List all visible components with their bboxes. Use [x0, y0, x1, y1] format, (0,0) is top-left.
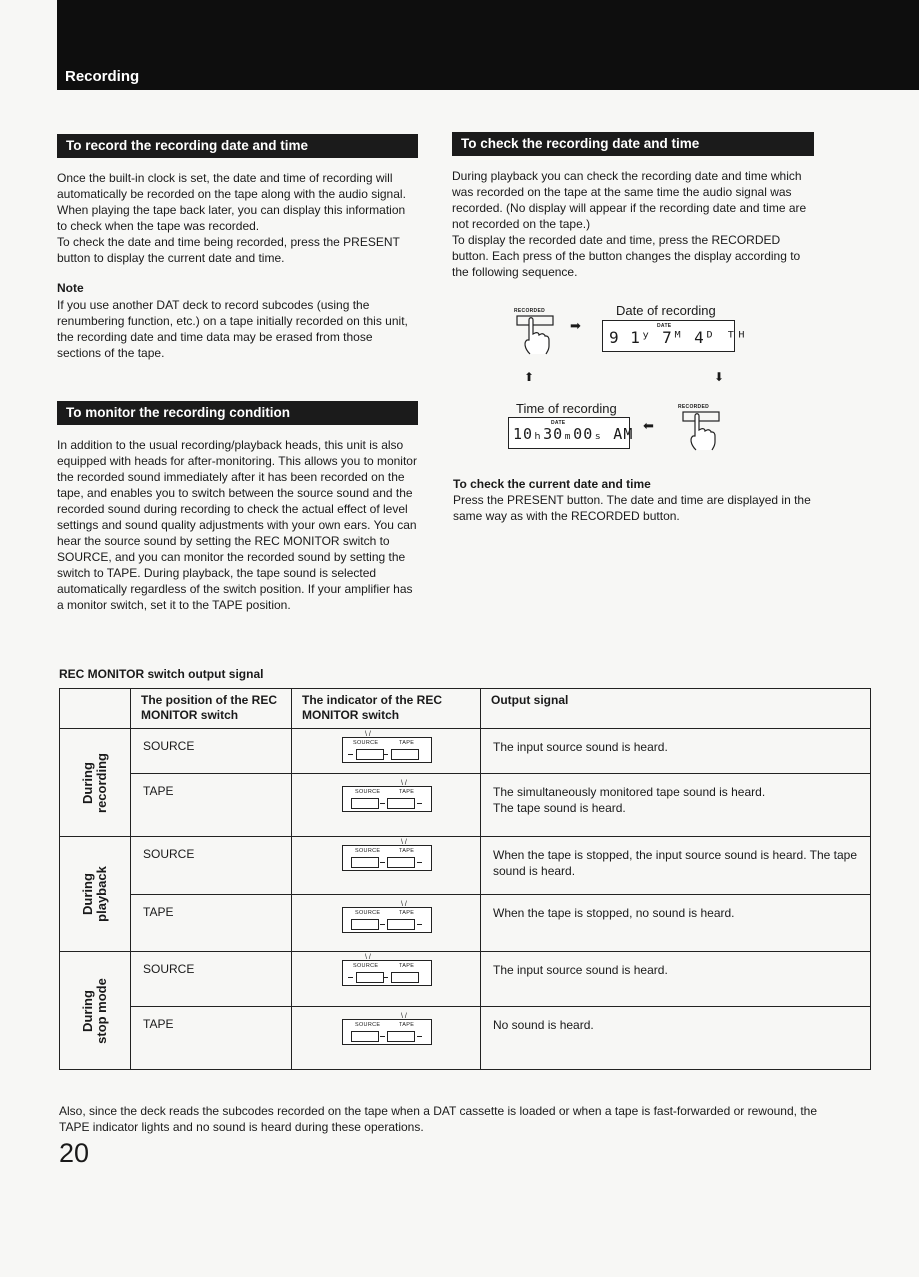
indicator-tape-label: TAPE — [399, 1022, 415, 1028]
table-caption: REC MONITOR switch output signal — [59, 667, 264, 681]
indicator-source-label: SOURCE — [355, 848, 381, 854]
dash-icon — [417, 924, 422, 925]
indicator-source-label: SOURCE — [353, 963, 379, 969]
table-header: The indicator of the REC MONITOR switch — [292, 689, 481, 729]
light-rays-icon: \ / — [401, 901, 407, 908]
arrow-up-icon: ⬆ — [524, 370, 535, 384]
note-heading: Note — [57, 281, 84, 295]
dash-icon — [380, 924, 385, 925]
table-row — [60, 1007, 871, 1070]
switch-position-cell: SOURCE — [131, 729, 292, 774]
table-header: The position of the REC MONITOR switch — [131, 689, 292, 729]
tape-segment-icon — [391, 972, 419, 983]
paragraph: In addition to the usual recording/playback heads, this unit is also equipped with heads for after-monitoring. This allows you to monitor the recorded sound immediately after it has been recorded on the tape, and enables you to switch between the source sound and the recorded sound during recording to check the actual effect of level settings and sound quality adjustments with your own ears. You can hear the source sound by setting the REC MONITOR switch to SOURCE, and you can monitor the recorded sound by setting the switch to TAPE. During playback, the tape sound is selected automatically regardless of the switch position. If your amplifier has a monitor switch, set it to the TAPE position. — [57, 438, 417, 612]
rec-monitor-indicator — [342, 1013, 432, 1045]
indicator-source-label: SOURCE — [353, 740, 379, 746]
section-current-date — [453, 476, 815, 524]
tape-segment-icon — [391, 749, 419, 760]
rec-monitor-indicator — [342, 954, 432, 986]
switch-position-cell: SOURCE — [131, 837, 292, 895]
indicator-cell — [292, 895, 481, 952]
tape-segment-icon — [356, 749, 384, 760]
dash-icon — [380, 803, 385, 804]
rec-monitor-indicator — [342, 901, 432, 933]
switch-position-cell: SOURCE — [131, 952, 292, 1007]
arrow-left-icon: ⬅ — [643, 418, 654, 433]
time-display — [508, 417, 634, 449]
table-row — [60, 729, 871, 774]
header-band — [57, 0, 919, 90]
dash-icon — [380, 862, 385, 863]
arrow-down-icon: ⬇ — [714, 370, 725, 384]
indicator-tape-label: TAPE — [399, 910, 415, 916]
tape-segment-icon — [351, 798, 379, 809]
light-rays-icon: \ / — [365, 731, 371, 738]
section-heading: To record the recording date and time — [57, 134, 418, 158]
indicator-tape-label: TAPE — [399, 789, 415, 795]
output-signal-cell: No sound is heard. — [481, 1007, 871, 1070]
group-label: During playback — [80, 866, 109, 922]
indicator-source-label: SOURCE — [355, 910, 381, 916]
indicator-cell — [292, 952, 481, 1007]
footer-text: Also, since the deck reads the subcodes recorded on the tape when a DAT cassette is loaded or when a tape is fast-forwarded or rewound, the TAPE indicator lights and no sound is heard during these operations. — [59, 1104, 817, 1134]
dash-icon — [348, 977, 353, 978]
switch-position-cell: TAPE — [131, 774, 292, 837]
dash-icon — [417, 803, 422, 804]
rec-monitor-indicator — [342, 731, 432, 763]
output-signal-table — [59, 688, 871, 1070]
group-label-cell — [60, 952, 131, 1070]
indicator-source-label: SOURCE — [355, 789, 381, 795]
date-tag: DATE — [657, 323, 672, 329]
output-signal-cell: The input source sound is heard. — [481, 952, 871, 1007]
tape-segment-icon — [351, 919, 379, 930]
subheading: To check the current date and time — [453, 477, 651, 491]
output-signal-cell: The simultaneously monitored tape sound is heard. The tape sound is heard. — [481, 774, 871, 837]
light-rays-icon: \ / — [401, 780, 407, 787]
indicator-tape-label: TAPE — [399, 963, 415, 969]
indicator-tape-label: TAPE — [399, 848, 415, 854]
rec-monitor-indicator — [342, 839, 432, 871]
section-heading: To monitor the recording condition — [57, 401, 418, 425]
indicator-tape-label: TAPE — [399, 740, 415, 746]
tape-segment-icon — [356, 972, 384, 983]
light-rays-icon: \ / — [401, 839, 407, 846]
time-display-value: 10ₕ30ₘ00ₛ AM — [513, 425, 634, 443]
output-signal-cell: When the tape is stopped, the input source sound is heard. The tape sound is heard. — [481, 837, 871, 895]
indicator-cell — [292, 774, 481, 837]
recorded-button-label: RECORDED — [514, 308, 546, 314]
rec-monitor-indicator — [342, 780, 432, 812]
arrow-right-icon: ➡ — [570, 318, 581, 333]
date-display-value: 9 1ʸ 7ᴹ 4ᴰ ᵀᴴ — [609, 328, 748, 347]
dash-icon — [417, 862, 422, 863]
indicator-cell — [292, 837, 481, 895]
tape-segment-icon — [387, 857, 415, 868]
table-header: Output signal — [481, 689, 871, 729]
table-row — [60, 895, 871, 952]
section-monitor — [57, 401, 418, 613]
tape-segment-icon — [351, 857, 379, 868]
section-heading: To check the recording date and time — [452, 132, 814, 156]
hand-press-icon — [516, 314, 556, 356]
dash-icon — [417, 1036, 422, 1037]
light-rays-icon: \ / — [401, 1013, 407, 1020]
tape-segment-icon — [387, 1031, 415, 1042]
display-sequence-diagram — [510, 300, 750, 443]
light-rays-icon: \ / — [365, 954, 371, 961]
output-signal-cell: When the tape is stopped, no sound is heard. — [481, 895, 871, 952]
indicator-cell — [292, 1007, 481, 1070]
page-number: 20 — [59, 1138, 90, 1168]
group-label-cell — [60, 729, 131, 837]
page-title: Recording — [65, 68, 140, 85]
paragraph: To check the date and time being recorded, press the PRESENT button to display the current date and time. — [57, 235, 400, 265]
date-label: Date of recording — [616, 303, 716, 318]
recorded-button-label: RECORDED — [678, 404, 710, 410]
paragraph: During playback you can check the recording date and time which was recorded on the tape at the same time the audio signal was recorded. (No display will appear if the recording date and time are not recorded on the tape.) — [452, 169, 807, 231]
table-header-blank — [60, 689, 131, 729]
dash-icon — [380, 1036, 385, 1037]
dash-icon — [348, 754, 353, 755]
date-display — [602, 320, 748, 352]
table-row — [60, 837, 871, 895]
indicator-source-label: SOURCE — [355, 1022, 381, 1028]
tape-segment-icon — [387, 919, 415, 930]
section-check-date — [452, 132, 814, 280]
table-row — [60, 952, 871, 1007]
switch-position-cell: TAPE — [131, 895, 292, 952]
switch-position-cell: TAPE — [131, 1007, 292, 1070]
indicator-cell — [292, 729, 481, 774]
dash-icon — [383, 977, 388, 978]
output-signal-cell: The input source sound is heard. — [481, 729, 871, 774]
tape-segment-icon — [351, 1031, 379, 1042]
note-body: If you use another DAT deck to record subcodes (using the renumbering function, etc.) on a tape initially recorded on this unit, the recording date and time data may be erased from those sections of the tape. — [57, 298, 408, 360]
section-record-date — [57, 134, 418, 361]
paragraph: Once the built-in clock is set, the date and time of recording will automatically be recorded on the tape along with the audio signal. When playing the tape back later, you can display this information to check when the tape was recorded. — [57, 171, 406, 233]
paragraph: To display the recorded date and time, press the RECORDED button. Each press of the button changes the display according to the following sequence. — [452, 233, 801, 279]
time-label: Time of recording — [516, 401, 617, 416]
tape-segment-icon — [387, 798, 415, 809]
table-row — [60, 774, 871, 837]
dash-icon — [383, 754, 388, 755]
time-tag: DATE — [551, 420, 566, 426]
group-label: During recording — [80, 752, 109, 813]
group-label-cell — [60, 837, 131, 952]
hand-press-icon — [682, 410, 722, 452]
paragraph: Press the PRESENT button. The date and time are displayed in the same way as with the RECORDED button. — [453, 493, 811, 523]
group-label: During stop mode — [79, 977, 109, 1044]
